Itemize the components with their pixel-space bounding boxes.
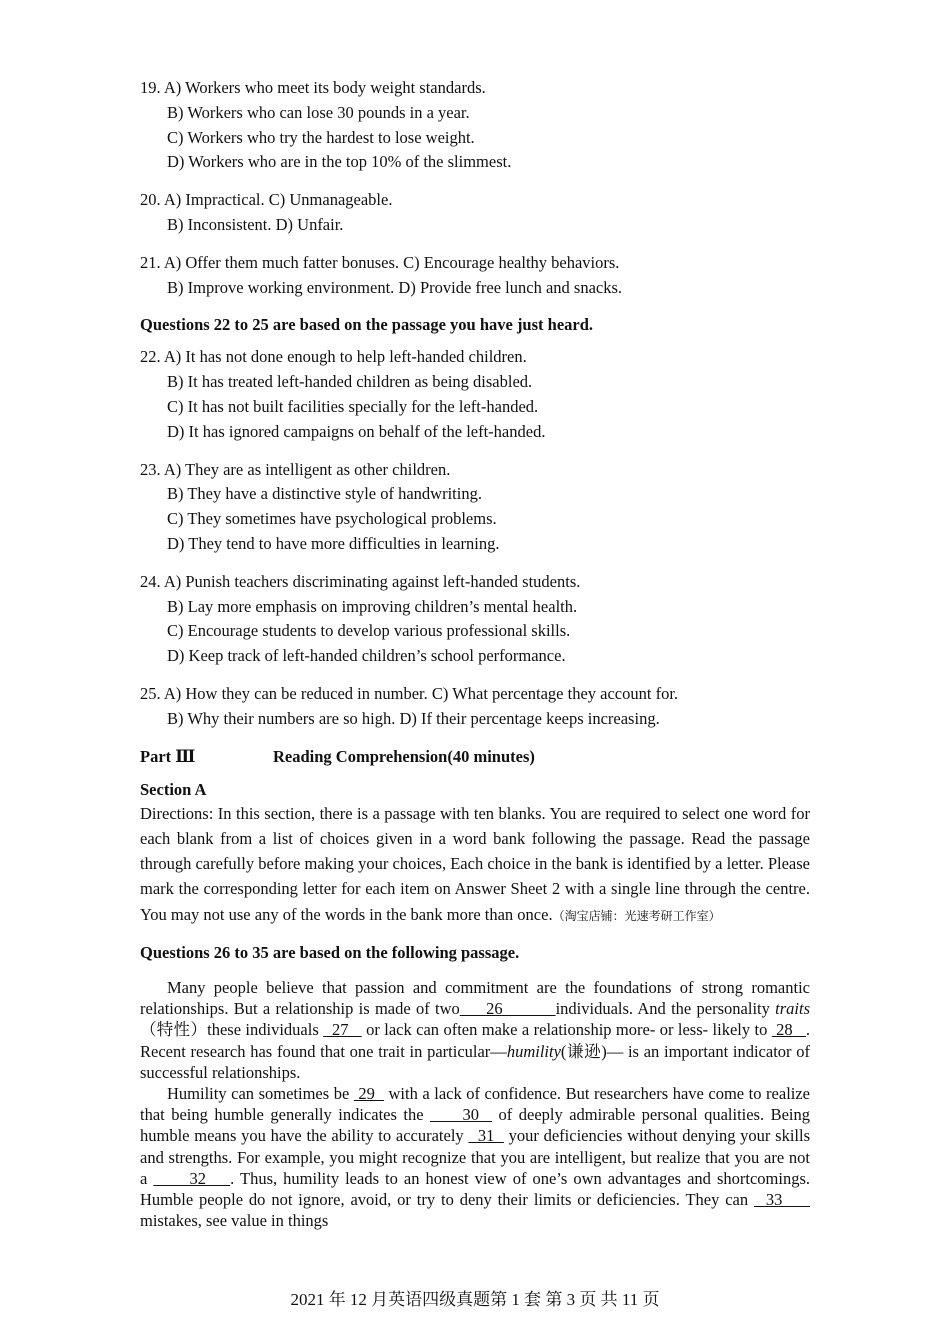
q20-options-bd: B) Inconsistent. D) Unfair. xyxy=(167,214,344,234)
q19-option-a: 19. A) Workers who meet its body weight standards. xyxy=(140,78,486,97)
q22-option-d: D) It has ignored campaigns on behalf of the left-handed. xyxy=(167,421,546,441)
blank-29: 29 xyxy=(353,1084,384,1104)
part-3-heading xyxy=(140,745,810,769)
word-traits: traits xyxy=(775,999,811,1019)
p1-text-6: — is an important indicator of successful relationships. xyxy=(140,1041,811,1082)
q24-option-a: 24. A) Punish teachers discriminating against left-handed students. xyxy=(140,571,581,591)
page-footer: 2021 年 12 月英语四级真题第 1 套 第 3 页 共 11 页 xyxy=(290,1290,660,1309)
passage-paragraph-2 xyxy=(140,1083,810,1231)
q21-options-bd: B) Improve working environment. D) Provide free lunch and snacks. xyxy=(167,277,623,297)
q19-option-d: D) Workers who are in the top 10% of the slimmest. xyxy=(167,152,512,172)
p1-text-1: Many people believe that passion and commitment are the foundations of strong romantic relationships. But a relationship is made of two xyxy=(140,978,810,1019)
passage-paragraph-1 xyxy=(140,977,810,1083)
question-19 xyxy=(140,76,810,175)
question-23 xyxy=(140,458,810,557)
traits-gloss: （特性） xyxy=(140,1020,208,1040)
q20-options-ac: 20. A) Impractical. C) Unmanageable. xyxy=(140,190,393,210)
directions-note: （淘宝店铺：光速考研工作室） xyxy=(552,908,721,923)
q23-option-d: D) They tend to have more difficulties in learning. xyxy=(167,533,500,553)
question-21 xyxy=(140,251,810,301)
q21-options-ac: 21. A) Offer them much fatter bonuses. C) Encourage healthy behaviors. xyxy=(140,252,620,272)
q19-option-c: C) Workers who try the hardest to lose weight. xyxy=(167,127,475,147)
blank-31: 31 xyxy=(468,1126,504,1146)
p1-text-3: these individuals xyxy=(207,1020,324,1040)
blank-27: 27 xyxy=(323,1020,362,1040)
blank-26: 26 xyxy=(459,999,556,1019)
p2-text-2: with a lack of confidence. But researchers have come to realize that being humble generally indicates the xyxy=(140,1084,811,1125)
blank-33: 33 xyxy=(754,1190,811,1210)
p2-text-6: mistakes, see value in things xyxy=(140,1211,329,1231)
q24-option-d: D) Keep track of left-handed children’s school performance. xyxy=(167,646,566,666)
cloze-passage xyxy=(140,977,810,1231)
p2-text-1: Humility can sometimes be xyxy=(167,1084,354,1104)
q23-option-a: 23. A) They are as intelligent as other children. xyxy=(140,459,451,479)
blank-28: 28 xyxy=(771,1020,806,1040)
blank-32: 32 xyxy=(153,1168,231,1188)
heading-questions-26-35: Questions 26 to 35 are based on the following passage. xyxy=(140,943,520,963)
p2-text-3: of deeply admirable personal qualities. Being humble means you have the ability to accurately xyxy=(140,1105,811,1146)
q22-option-a: 22. A) It has not done enough to help left-handed children. xyxy=(140,347,527,367)
part-3-title: Reading Comprehension(40 minutes) xyxy=(273,746,535,766)
humility-gloss: (谦逊) xyxy=(560,1041,607,1061)
q23-option-b: B) They have a distinctive style of handwriting. xyxy=(167,484,482,504)
p1-text-5: . Recent research has found that one trait in particular— xyxy=(140,1020,811,1061)
p1-text-4: or lack can often make a relationship more- or less- likely to xyxy=(361,1020,772,1040)
p2-text-4: your deficiencies without denying your skills and strengths. For example, you might recognize that you are intelligent, but realize that you are not a xyxy=(140,1126,811,1188)
directions-text: Directions: In this section, there is a passage with ten blanks. You are required to select one word for each blank from a list of choices given in a word bank following the passage. Read the passage through carefully before making your choices, Each choice in the bank is identified by a letter. Please mark the corresponding letter for each item on Answer Sheet 2 with a single line through the centre. You may not use any of the words in the bank more than once. xyxy=(140,803,810,924)
section-a-directions xyxy=(140,801,810,929)
word-humility: humility xyxy=(506,1041,561,1061)
question-22 xyxy=(140,345,810,444)
p2-text-5: . Thus, humility leads to an honest view of one’s own advantages and shortcomings. Humble people do not ignore, avoid, or try to deny their limits or deficiencies. They can xyxy=(140,1168,810,1210)
section-a-title: Section A xyxy=(140,779,207,799)
q22-option-c: C) It has not built facilities specially for the left-handed. xyxy=(167,396,539,416)
question-25 xyxy=(140,682,810,732)
heading-questions-22-25: Questions 22 to 25 are based on the passage you have just heard. xyxy=(140,315,594,335)
question-20 xyxy=(140,188,810,238)
part-3-label: Part Ⅲ xyxy=(140,746,196,766)
q22-option-b: B) It has treated left-handed children as being disabled. xyxy=(167,372,533,392)
blank-30: 30 xyxy=(430,1105,493,1125)
q23-option-c: C) They sometimes have psychological problems. xyxy=(167,509,497,529)
q24-option-c: C) Encourage students to develop various professional skills. xyxy=(167,621,571,641)
q25-options-bd: B) Why their numbers are so high. D) If their percentage keeps increasing. xyxy=(167,708,660,728)
exam-page xyxy=(140,76,810,1231)
q25-options-ac: 25. A) How they can be reduced in number. C) What percentage they account for. xyxy=(140,683,679,703)
q19-option-b: B) Workers who can lose 30 pounds in a year. xyxy=(167,102,470,122)
q24-option-b: B) Lay more emphasis on improving children’s mental health. xyxy=(167,596,578,616)
question-24 xyxy=(140,570,810,669)
p1-text-2: individuals. And the personality xyxy=(555,999,776,1019)
